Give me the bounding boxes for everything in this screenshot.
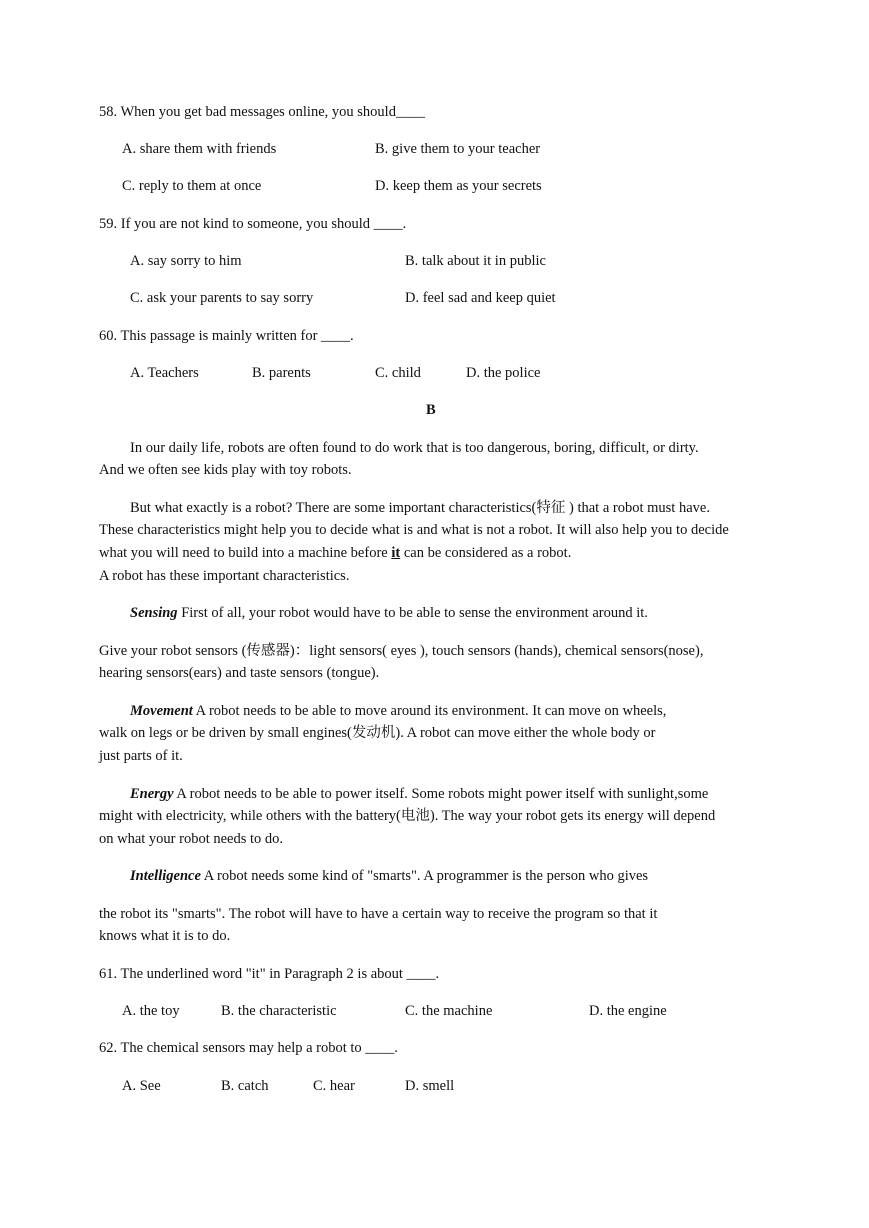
- sensing-line1: [130, 604, 648, 622]
- energy-text: A robot needs to be able to power itself. Some robots might power itself with sunlight,some: [173, 786, 709, 802]
- energy-keyword: Energy: [130, 786, 174, 802]
- q62-option-b: B. catch: [221, 1078, 269, 1094]
- q58-option-a: A. share them with friends: [122, 141, 277, 157]
- movement-line2: walk on legs or be driven by small engines(发动机). A robot can move either the whole body or: [99, 725, 656, 741]
- energy-line2: might with electricity, while others with the battery(电池). The way your robot gets its energy will depend: [99, 808, 716, 824]
- q60-option-a: A. Teachers: [130, 365, 199, 381]
- q60-stem: 60. This passage is mainly written for ____.: [99, 328, 354, 344]
- movement-text: A robot needs to be able to move around its environment. It can move on wheels,: [192, 703, 667, 719]
- q62-option-d: D. smell: [405, 1078, 455, 1094]
- underlined-word-it: it: [391, 545, 401, 561]
- q61-option-d: D. the engine: [589, 1003, 667, 1019]
- intelligence-line3: knows what it is to do.: [99, 928, 231, 944]
- passage-p2-line2: These characteristics might help you to decide what is and what is not a robot. It will also help you to decide: [99, 522, 729, 538]
- energy-line1: [130, 785, 708, 803]
- passage-p2-line3-start: what you will need to build into a machine before: [99, 545, 392, 561]
- q60-option-c: C. child: [375, 365, 421, 381]
- intelligence-line1: [130, 867, 648, 885]
- passage-p1-line2: And we often see kids play with toy robots.: [99, 462, 352, 478]
- q61-stem: 61. The underlined word "it" in Paragraph 2 is about ____.: [99, 966, 440, 982]
- movement-keyword: Movement: [130, 703, 193, 719]
- q59-option-d: D. feel sad and keep quiet: [405, 290, 556, 306]
- q62-stem: 62. The chemical sensors may help a robot to ____.: [99, 1040, 398, 1056]
- q58-option-d: D. keep them as your secrets: [375, 178, 542, 194]
- sensing-keyword: Sensing: [130, 605, 178, 621]
- q62-option-a: A. See: [122, 1078, 161, 1094]
- q58-option-c: C. reply to them at once: [122, 178, 262, 194]
- passage-p1-line1: In our daily life, robots are often found to do work that is too dangerous, boring, difficult, or dirty.: [130, 440, 699, 456]
- intelligence-line2: the robot its "smarts". The robot will have to have a certain way to receive the program so that it: [99, 906, 658, 922]
- passage-p2-line1: But what exactly is a robot? There are some important characteristics(特征 ) that a robot must have.: [130, 500, 710, 516]
- energy-line3: on what your robot needs to do.: [99, 831, 284, 847]
- q59-stem: 59. If you are not kind to someone, you should ____.: [99, 216, 407, 232]
- q61-option-a: A. the toy: [122, 1003, 180, 1019]
- q61-option-b: B. the characteristic: [221, 1003, 337, 1019]
- q62-option-c: C. hear: [313, 1078, 355, 1094]
- q61-option-c: C. the machine: [405, 1003, 493, 1019]
- intelligence-keyword: Intelligence: [130, 868, 201, 884]
- q59-option-b: B. talk about it in public: [405, 253, 546, 269]
- passage-p2-line4: A robot has these important characteristics.: [99, 568, 350, 584]
- q60-option-d: D. the police: [466, 365, 541, 381]
- q60-option-b: B. parents: [252, 365, 311, 381]
- q58-option-b: B. give them to your teacher: [375, 141, 541, 157]
- q58-stem: 58. When you get bad messages online, you should____: [99, 104, 425, 120]
- sensing-line3: hearing sensors(ears) and taste sensors (tongue).: [99, 665, 380, 681]
- movement-line1: [130, 702, 666, 720]
- sensing-text: First of all, your robot would have to be able to sense the environment around it.: [177, 605, 648, 621]
- sensing-line2: Give your robot sensors (传感器)：light sensors( eyes ), touch sensors (hands), chemical sensors(nose),: [99, 643, 704, 659]
- movement-line3: just parts of it.: [99, 748, 183, 764]
- intelligence-text: A robot needs some kind of "smarts". A programmer is the person who gives: [200, 868, 649, 884]
- passage-p2-line3: [99, 544, 571, 562]
- passage-p2-line3-end: can be considered as a robot.: [400, 545, 572, 561]
- section-heading-b: B: [426, 402, 436, 418]
- q59-option-a: A. say sorry to him: [130, 253, 242, 269]
- q59-option-c: C. ask your parents to say sorry: [130, 290, 314, 306]
